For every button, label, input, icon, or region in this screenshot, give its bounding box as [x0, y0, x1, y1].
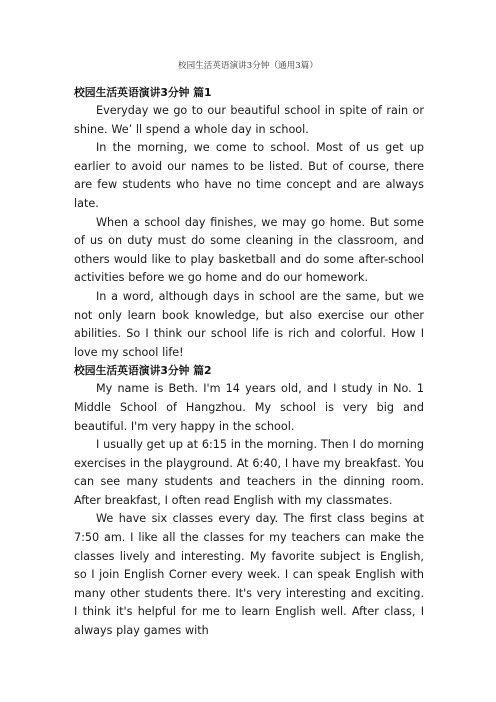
section-title: 校园生活英语演讲3分钟 篇2	[74, 364, 212, 378]
paragraph: When a school day finishes, we may go home. But some of us on duty must do some cleaning in the classroom, and others would like to play basketball and do some after-school activities before we go home and do our homework.	[74, 215, 424, 285]
paragraph: My name is Beth. I'm 14 years old, and I study in No. 1 Middle School of Hangzhou. My school is very big and beautiful. I'm very happy in the school.	[74, 382, 424, 433]
paragraph: In a word, although days in school are the same, but we not only learn book knowledge, but also exercise our other abilities. So I think our school life is rich and colorful. How I love my school life!	[74, 289, 424, 359]
paragraph: In the morning, we come to school. Most of us get up earlier to avoid our names to be listed. But of course, there are few students who have no time concept and are always late.	[74, 141, 424, 210]
paragraph: Everyday we go to our beautiful school in spite of rain or shine. We’ ll spend a whole day in school.	[74, 104, 424, 136]
document-body	[74, 84, 424, 641]
paragraph: We have six classes every day. The first class begins at 7:50 am. I like all the classes for my teachers can make the classes lively and interesting. My favorite subject is English, so I join English Corner every week. I can speak English with many other students there. It's very interesting and exciting. I think it's helpful for me to learn English well. After class, I always play games with	[74, 512, 424, 638]
paragraph: I usually get up at 6:15 in the morning. Then I do morning exercises in the playground. At 6:40, I have my breakfast. You can see many students and teachers in the dinning room. After breakfast, I often read English with my classmates.	[74, 438, 424, 507]
section-2	[74, 362, 424, 640]
section-1	[74, 84, 424, 362]
section-title: 校园生活英语演讲3分钟 篇1	[74, 86, 212, 99]
running-header: 校园生活英语演讲3分钟（通用3篇）	[177, 61, 319, 71]
